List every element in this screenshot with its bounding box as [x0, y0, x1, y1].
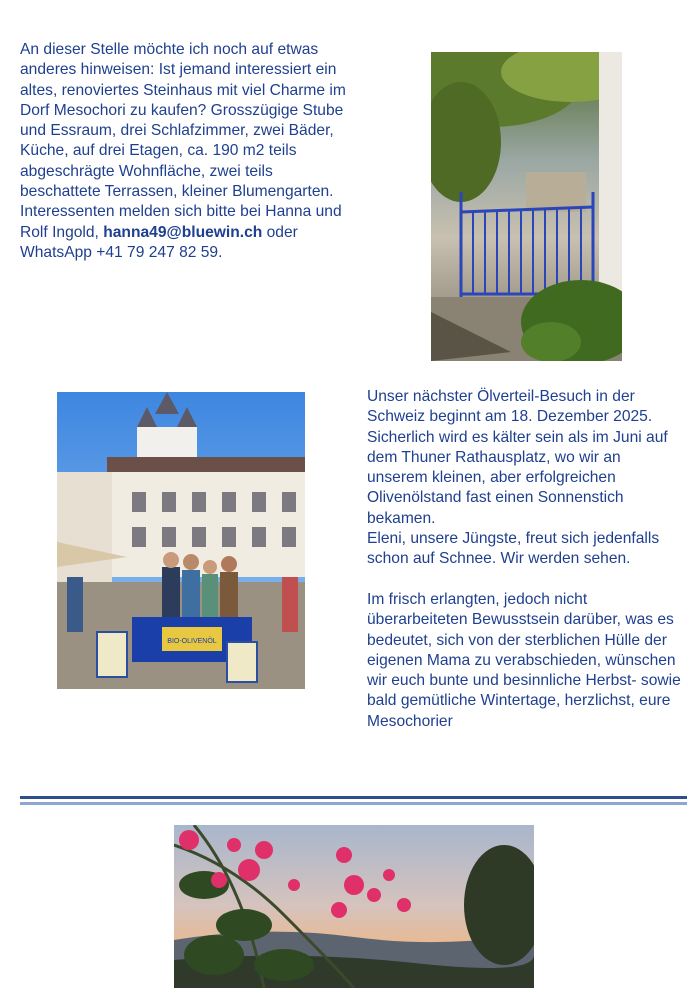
visit-paragraph-3: Im frisch erlangten, jedoch nicht überarbeiteten Bewusstsein darüber, was es bedeutet, sich von der sterblichen Hülle der eigenen Mama zu verabschieden, wünschen wir euch bunte und besinnliche Herbst- sowie bald gemütliche Wintertage, herzlichst, eure Mesochorier	[367, 590, 681, 730]
house-sale-body: An dieser Stelle möchte ich noch auf etwas anderes hinweisen: Ist jemand interessiert ein altes, renoviertes Steinhaus mit viel Charme im Dorf Mesochori zu kaufen? Grosszügige Stube und Essraum, drei Schlafzimmer, zwei Bäder, Küche, auf drei Etagen, ca. 190 m2 teils abgeschrägte Wohnfläche, zwei teils beschattete Terrassen, kleiner Blumengarten. Interessenten melden sich bitte bei Hanna und Rolf Ingold,	[20, 41, 346, 241]
sunset-flowers-photo	[174, 825, 534, 988]
section-divider	[20, 796, 687, 805]
market-stand-photo	[57, 392, 305, 689]
visit-paragraph-2: Eleni, unsere Jüngste, freut sich jedenfalls schon auf Schnee. Wir werden sehen.	[367, 530, 660, 568]
divider-line-light	[20, 802, 687, 805]
visit-paragraph-1: Unser nächster Ölverteil-Besuch in der Schweiz beginnt am 18. Dezember 2025. Sicherlich wird es kälter sein als im Juni auf dem Thuner Rathausplatz, wo wir an unserem kleinen, aber erfolgreichen Olivenölstand fast einen Sonnenstich bekamen.	[367, 388, 668, 527]
house-sale-text	[20, 40, 350, 263]
contact-whatsapp: oder WhatsApp +41 79 247 82 59.	[20, 223, 298, 261]
blank-line	[367, 570, 685, 590]
garden-gate-photo	[431, 52, 622, 361]
contact-email[interactable]: hanna49@bluewin.ch	[103, 223, 263, 241]
stand-sign: BIO-OLIVENÖL	[167, 638, 217, 645]
visit-announcement	[367, 387, 685, 732]
